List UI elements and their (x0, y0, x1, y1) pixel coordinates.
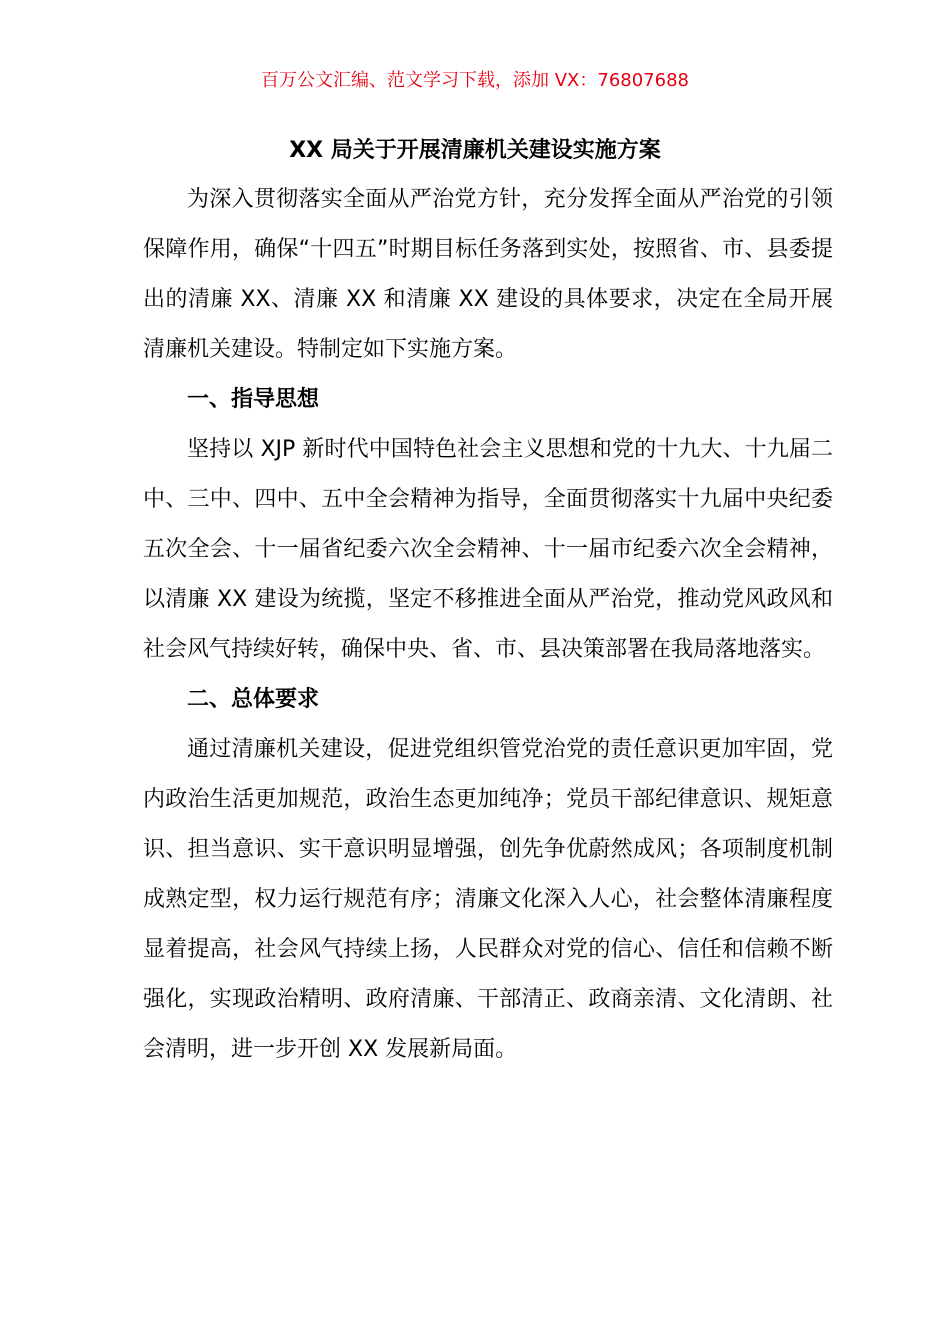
promo-header: 百万公文汇编、范文学习下载，添加 VX：76807688 (261, 70, 689, 91)
section-heading-general-requirements: 二、总体要求 (187, 687, 320, 712)
document-body (143, 175, 833, 1075)
section-paragraph-guiding-thought: 坚持以 XJP 新时代中国特色社会主义思想和党的十九大、十九届二中、三中、四中、五中全会精神为指导，全面贯彻落实十九届中央纪委五次全会、十一届省纪委六次全会精神、十一届市纪委六次全会精神，以清廉 XX 建设为统揽，坚定不移推进全面从严治党，推动党风政风和社会风气持续好转，确保中央、省、市、县决策部署在我局落地落实。 (143, 437, 833, 662)
document-title: XX 局关于开展清廉机关建设实施方案 (289, 138, 661, 163)
section-heading-guiding-thought: 一、指导思想 (187, 387, 320, 412)
section-paragraph-general-requirements: 通过清廉机关建设，促进党组织管党治党的责任意识更加牢固，党内政治生活更加规范，政治生态更加纯净；党员干部纪律意识、规矩意识、担当意识、实干意识明显增强，创先争优蔚然成风；各项制度机制成熟定型，权力运行规范有序；清廉文化深入人心，社会整体清廉程度显着提高，社会风气持续上扬，人民群众对党的信心、信任和信赖不断强化，实现政治精明、政府清廉、干部清正、政商亲清、文化清朗、社会清明，进一步开创 XX 发展新局面。 (143, 737, 833, 1062)
intro-paragraph: 为深入贯彻落实全面从严治党方针，充分发挥全面从严治党的引领保障作用，确保“十四五”时期目标任务落到实处，按照省、市、县委提出的清廉 XX、清廉 XX 和清廉 XX 建设的具体要求，决定在全局开展清廉机关建设。特制定如下实施方案。 (143, 187, 833, 362)
